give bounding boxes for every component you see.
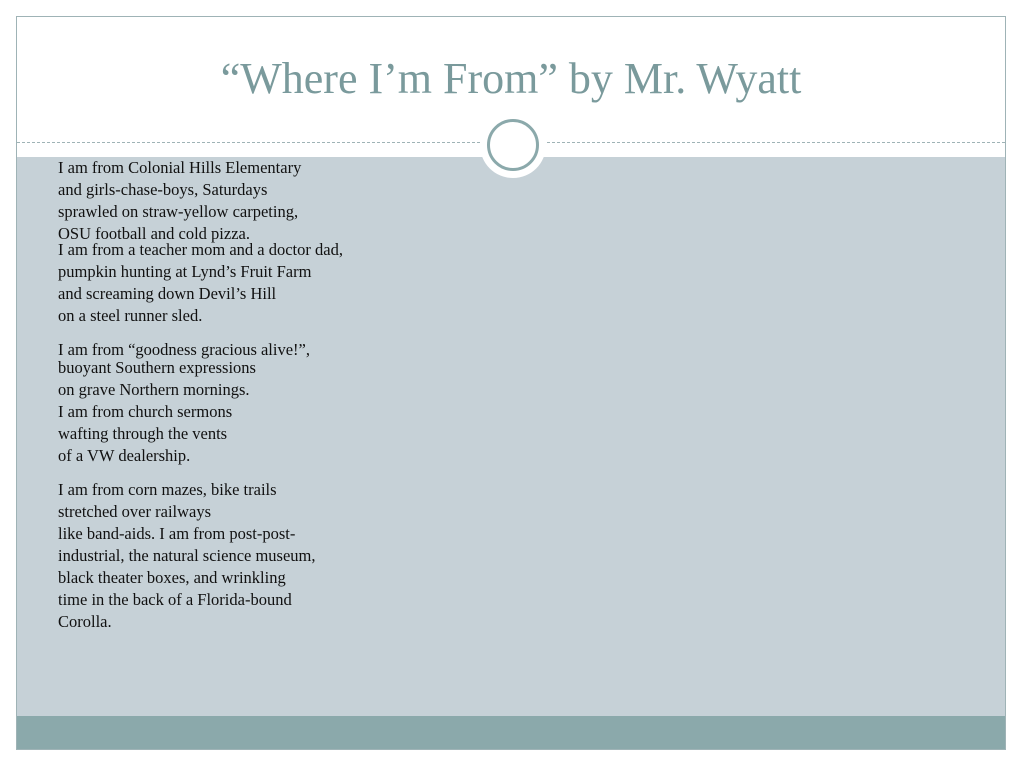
stanza-gap [58, 327, 498, 339]
stanza-gap [58, 467, 498, 479]
stanza-2 [58, 239, 498, 327]
poem-line: industrial, the natural science museum, [58, 546, 316, 565]
poem-line: pumpkin hunting at Lynd’s Fruit Farm [58, 262, 312, 281]
stanza-4 [58, 479, 498, 633]
poem-line: time in the back of a Florida-bound [58, 590, 292, 609]
poem-body [58, 157, 498, 633]
poem-line: buoyant Southern expressions [58, 358, 256, 377]
poem-line: I am from corn mazes, bike trails [58, 480, 277, 499]
poem-line: on a steel runner sled. [58, 306, 203, 325]
poem-line: and girls-chase-boys, Saturdays [58, 180, 268, 199]
stanza-1 [58, 157, 498, 243]
slide-title: “Where I’m From” by Mr. Wyatt [220, 54, 802, 103]
poem-line: sprawled on straw-yellow carpeting, [58, 202, 299, 221]
poem-line: OSU football and cold pizza. [58, 224, 250, 243]
poem-line: stretched over railways [58, 502, 212, 521]
poem-line: wafting through the vents [58, 424, 228, 443]
poem-line: I am from Colonial Hills Elementary [58, 158, 302, 177]
poem-line: I am from “goodness gracious alive!”, [58, 340, 310, 359]
poem-line: I am from a teacher mom and a doctor dad, [58, 240, 343, 259]
stanza-3 [58, 339, 498, 467]
poem-line: on grave Northern mornings. [58, 380, 250, 399]
poem-line: I am from church sermons [58, 402, 233, 421]
poem-line: of a VW dealership. [58, 446, 191, 465]
poem-line: and screaming down Devil’s Hill [58, 284, 277, 303]
footer-bar [17, 716, 1005, 750]
poem-line: Corolla. [58, 612, 112, 631]
poem-line: like band-aids. I am from post-post- [58, 524, 296, 543]
poem-line: black theater boxes, and wrinkling [58, 568, 286, 587]
